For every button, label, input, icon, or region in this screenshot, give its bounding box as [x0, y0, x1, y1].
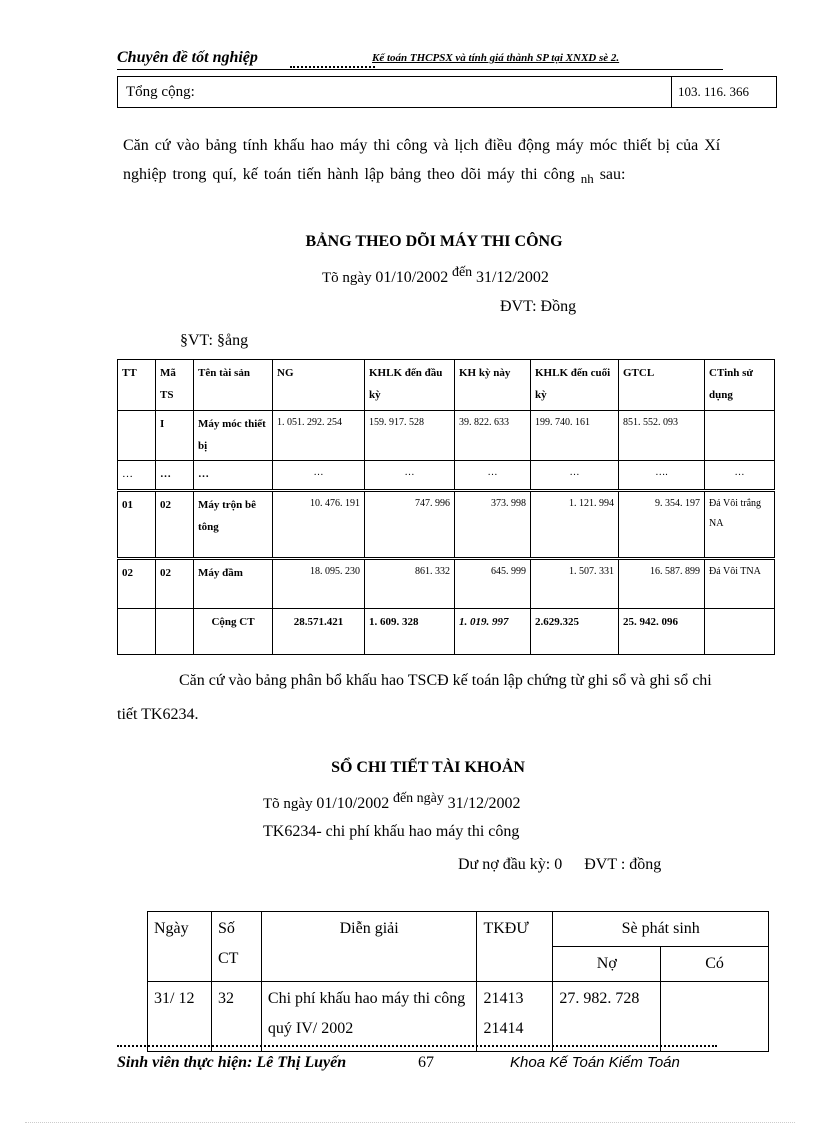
paragraph-1-text: Căn cứ vào bảng tính khấu hao máy thi công và lịch điều động máy móc thiết bị của Xí nghiệp trong quí, kế toán tiến hành lập bảng theo dõi máy thi công: [123, 137, 721, 183]
footer-left: Sinh viên thực hiện: Lê Thị Luyến: [117, 1054, 347, 1071]
ledger-col-acct: TKĐƯ: [477, 912, 553, 982]
ledger-credit: [661, 982, 769, 1052]
cell: …: [118, 461, 156, 491]
ledger-col-doc: Số CT: [211, 912, 261, 982]
cell: 373. 998: [455, 491, 531, 559]
cell: 39. 822. 633: [455, 411, 531, 461]
cell: 1. 121. 994: [531, 491, 619, 559]
paragraph-1: [123, 131, 723, 193]
total-label: Tổng cộng:: [118, 77, 672, 108]
paragraph-1-sub: nh: [580, 171, 594, 186]
cell: 10. 476. 191: [273, 491, 365, 559]
asset-col-usage: CTinh sử dụng: [705, 360, 775, 411]
table1-unit: ĐVT: Đồng: [500, 298, 577, 315]
ledger-col-arising: Sè phát sinh: [553, 912, 769, 947]
ledger-desc: Chi phí khấu hao máy thi công quý IV/ 2002: [261, 982, 477, 1052]
table-row: [118, 461, 775, 491]
ledger-account: TK6234- chi phí khấu hao máy thi công: [263, 823, 520, 840]
cell: 1. 507. 331: [531, 559, 619, 609]
cell: …: [455, 461, 531, 491]
table-row: [118, 559, 775, 609]
table1-from-label: Tõ ngày: [322, 270, 372, 286]
asset-col-code: Mã TS: [156, 360, 194, 411]
cell: 1. 019. 997: [455, 609, 531, 655]
asset-col-khlk-start: KHLK đến đầu kỳ: [365, 360, 455, 411]
cell: [118, 411, 156, 461]
ledger-dates: [263, 791, 521, 813]
ledger-acct: [477, 982, 553, 1052]
ledger-table: [147, 911, 769, 1052]
cell: 861. 332: [365, 559, 455, 609]
table-row: [118, 609, 775, 655]
asset-col-kh-period: KH kỳ này: [455, 360, 531, 411]
cell: …: [273, 461, 365, 491]
cell: 25. 942. 096: [619, 609, 705, 655]
cell: 645. 999: [455, 559, 531, 609]
header-dots: [290, 52, 375, 68]
ledger-acct-1: 21413: [483, 990, 524, 1007]
ledger-doc: 32: [211, 982, 261, 1052]
ledger-col-date: Ngày: [148, 912, 212, 982]
ledger-col-credit: Có: [661, 947, 769, 982]
table-row: [118, 491, 775, 559]
table-row: [148, 982, 769, 1052]
cell: …: [156, 461, 194, 491]
table1-unit-alt: §VT: §ång: [180, 332, 249, 349]
ledger-date: 31/ 12: [148, 982, 212, 1052]
cell: 28.571.421: [273, 609, 365, 655]
cell: 1. 051. 292. 254: [273, 411, 365, 461]
cell: 9. 354. 197: [619, 491, 705, 559]
cell: 747. 996: [365, 491, 455, 559]
cell: …: [705, 461, 775, 491]
paragraph-1-tail: sau:: [593, 166, 626, 183]
table1-to: 31/12/2002: [475, 269, 549, 286]
table1-dates: [322, 265, 549, 287]
paragraph-2: Căn cứ vào bảng phân bổ khấu hao TSCĐ kế toán lập chứng từ ghi sổ và ghi sổ chi tiết TK6234.: [117, 672, 712, 723]
cell: …: [194, 461, 273, 491]
ledger-title: SỔ CHI TIẾT TÀI KHOẢN: [331, 759, 525, 776]
header-divider: [117, 69, 723, 70]
ledger-unit: ĐVT : đồng: [584, 856, 662, 873]
table-row: [118, 411, 775, 461]
ledger-col-debit: Nợ: [553, 947, 661, 982]
asset-table: [117, 359, 775, 655]
asset-header-row: [118, 360, 775, 411]
cell: 02: [118, 559, 156, 609]
cell: …: [531, 461, 619, 491]
cell: Đá Vôi trắng NA: [705, 491, 775, 559]
ledger-header-row: [148, 912, 769, 947]
asset-col-name: Tên tài sản: [194, 360, 273, 411]
cell: Máy trộn bê tông: [194, 491, 273, 559]
cell: 18. 095. 230: [273, 559, 365, 609]
ledger-meta: [458, 856, 661, 874]
cell: [705, 609, 775, 655]
table1-from: 01/10/2002: [375, 269, 449, 286]
cell: 1. 609. 328: [365, 609, 455, 655]
ledger-from-label: Tõ ngày: [263, 796, 313, 812]
total-value: 103. 116. 366: [672, 77, 777, 108]
cell: 2.629.325: [531, 609, 619, 655]
cell: ….: [619, 461, 705, 491]
cell: 02: [156, 491, 194, 559]
table1-to-label: đến: [451, 265, 473, 280]
asset-col-khlk-end: KHLK đến cuối kỳ: [531, 360, 619, 411]
ledger-to-label: đến ngày: [392, 791, 444, 806]
total-table: [117, 76, 777, 108]
header-left: Chuyên đề tốt nghiệp: [117, 49, 258, 66]
cell: [118, 609, 156, 655]
table1-title: BẢNG THEO DÕI MÁY THI CÔNG: [305, 233, 563, 250]
header-right: Kế toán THCPSX và tính giá thành SP tại XNXD sè 2.: [372, 52, 620, 64]
cell: 02: [156, 559, 194, 609]
cell: Cộng CT: [194, 609, 273, 655]
cell: Máy đầm: [194, 559, 273, 609]
ledger-from: 01/10/2002: [316, 795, 390, 812]
asset-col-gtcl: GTCL: [619, 360, 705, 411]
ledger-to: 31/12/2002: [447, 795, 521, 812]
ledger-opening: Dư nợ đầu kỳ: 0: [458, 856, 563, 873]
asset-col-ng: NG: [273, 360, 365, 411]
cell: 851. 552. 093: [619, 411, 705, 461]
cell: Máy móc thiết bị: [194, 411, 273, 461]
ledger-debit: 27. 982. 728: [553, 982, 661, 1052]
cell: 159. 917. 528: [365, 411, 455, 461]
cell: 16. 587. 899: [619, 559, 705, 609]
footer-dots: [117, 1045, 717, 1047]
cell: …: [365, 461, 455, 491]
asset-col-tt: TT: [118, 360, 156, 411]
ledger-col-desc: Diễn giải: [261, 912, 477, 982]
cell: [156, 609, 194, 655]
footer-right: Khoa Kế Toán Kiểm Toán: [510, 1054, 680, 1071]
cell: 01: [118, 491, 156, 559]
cell: [705, 411, 775, 461]
ledger-acct-2: 21414: [483, 1020, 524, 1037]
page-number: 67: [418, 1054, 434, 1071]
cell: Đá Vôi TNA: [705, 559, 775, 609]
cell: 199. 740. 161: [531, 411, 619, 461]
cell: I: [156, 411, 194, 461]
